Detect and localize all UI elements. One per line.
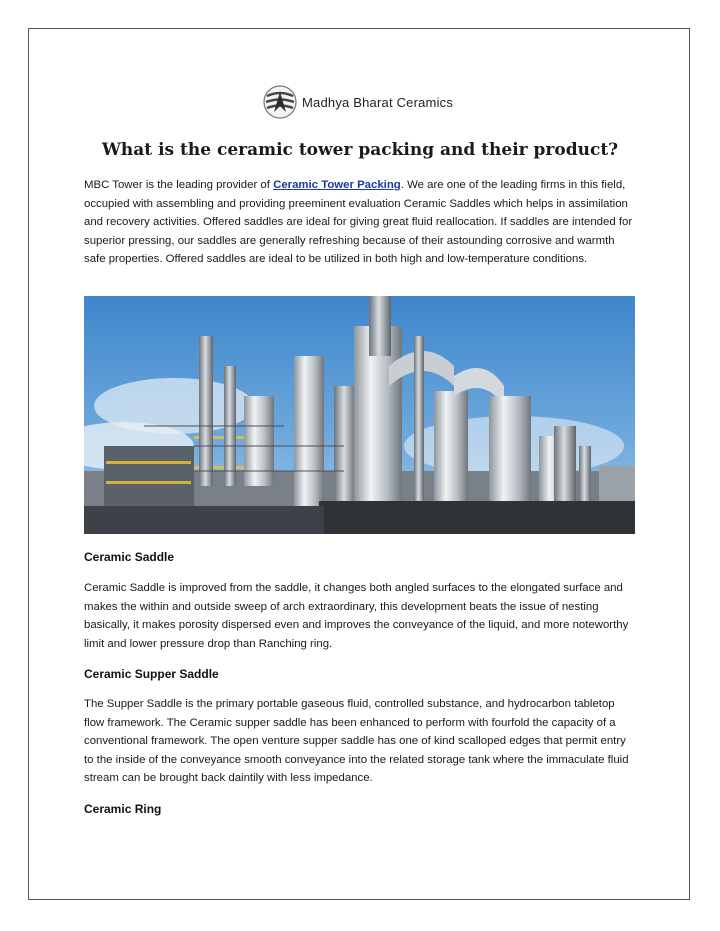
intro-text-before: MBC Tower is the leading provider of <box>84 179 274 191</box>
brand-name: Madhya Bharat Ceramics <box>302 94 454 110</box>
section-heading-ceramic-supper-saddle: Ceramic Supper Saddle <box>84 667 219 681</box>
logo-icon <box>262 84 298 120</box>
section-heading-ceramic-ring: Ceramic Ring <box>84 802 162 816</box>
brand-logo[interactable] <box>262 84 453 120</box>
intro-text-after: . We are one of the leading firms in this field, occupied with assembling and providing preeminent evaluation Ceramic Saddles which helps in assimilation and recovery activities. Offered saddles are ideal for giving great fluid reallocation. If saddles are intended for superior pressing, our saddles are generally refreshing because of their astounding corrosive and warmth safe properties. Offered saddles are ideal to be utilized in both high and low-temperature conditions. <box>84 179 633 265</box>
section-body-ceramic-saddle: Ceramic Saddle is improved from the saddle, it changes both angled surfaces to the elongated surface and makes the within and outside sweep of arch extraordinary, this development beats the issue of nesting basically, it makes porosity dispersed even and improves the conveyance of the liquid, and more noteworthy limit and lower pressure drop than Ranching ring. <box>84 582 629 650</box>
industrial-plant-photo <box>84 296 635 534</box>
section-heading-ceramic-saddle: Ceramic Saddle <box>84 550 175 564</box>
ceramic-tower-packing-link[interactable]: Ceramic Tower Packing <box>273 179 401 191</box>
section-body-ceramic-supper-saddle: The Supper Saddle is the primary portable gaseous fluid, controlled substance, and hydrocarbon tabletop flow framework. The Ceramic supper saddle has been enhanced to perform with fourfold the capacity of a conventional framework. The open venture supper saddle has one of kind scalloped edges that permit entry to the inside of the conveyance smooth conveyance into the related storage tank where the immaculate fluid stream can be brought back daintily with less impedance. <box>84 698 629 784</box>
page-title: What is the ceramic tower packing and their product? <box>101 140 619 160</box>
intro-paragraph <box>84 176 636 269</box>
